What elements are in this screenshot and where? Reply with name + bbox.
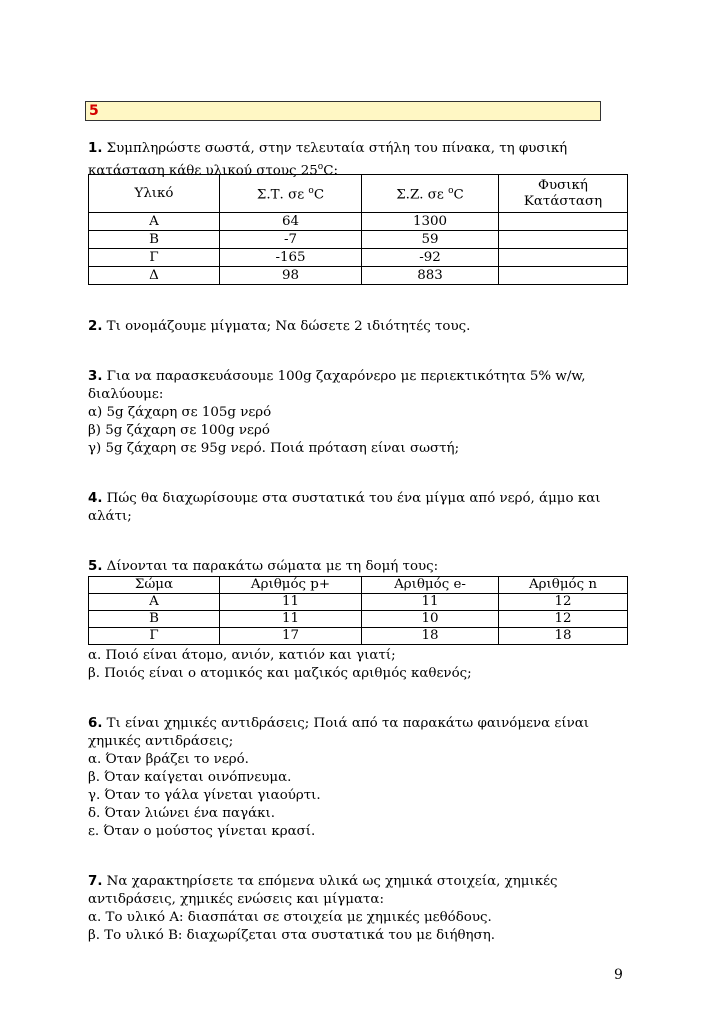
q3-option-c: γ) 5g ζάχαρη σε 95g νερό. Ποιά πρόταση είναι σωστή;	[88, 441, 460, 456]
table-cell: -165	[220, 249, 362, 267]
q7-number: 7.	[88, 874, 103, 889]
section-number: 5	[89, 103, 99, 119]
table-cell: 64	[220, 213, 362, 231]
table-cell: Γ	[89, 249, 220, 267]
q2-number: 2.	[88, 319, 103, 334]
q5-header-body: Σώμα	[89, 577, 220, 594]
q7-item-a: α. Το υλικό Α: διασπάται σε στοιχεία με χημικές μεθόδους.	[88, 910, 492, 925]
q5-line1	[88, 558, 438, 576]
table-row	[89, 249, 628, 267]
table-row	[89, 213, 628, 231]
q4-line1	[88, 490, 601, 508]
q4-text-1: Πώς θα διαχωρίσουμε στα συστατικά του ένα μίγμα από νερό, άμμο και	[102, 491, 601, 506]
table-cell: 18	[362, 628, 499, 645]
table-cell: Β	[89, 611, 220, 628]
q1-header-melting-label: Σ.Τ. σε	[256, 187, 305, 203]
table-cell: 98	[220, 267, 362, 285]
table-cell: 18	[499, 628, 628, 645]
table-cell: 11	[220, 611, 362, 628]
q3-option-b: β) 5g ζάχαρη σε 100g νερό	[88, 423, 270, 438]
q6-line1	[88, 715, 589, 733]
q1-text-2: κατάσταση κάθε υλικού στους 25	[88, 163, 318, 179]
list-item: γ. Όταν το γάλα γίνεται γιαούρτι.	[88, 788, 321, 803]
section-header-box	[85, 101, 601, 121]
table-cell: Β	[89, 231, 220, 249]
q3-option-a: α) 5g ζάχαρη σε 105g νερό	[88, 405, 272, 420]
q1-line1	[88, 140, 567, 158]
table-cell: Δ	[89, 267, 220, 285]
list-item: δ. Όταν λιώνει ένα παγάκι.	[88, 806, 275, 821]
table-cell: 11	[362, 594, 499, 611]
table-cell: -7	[220, 231, 362, 249]
q5-text-1: Δίνονται τα παρακάτω σώματα με τη δομή τους:	[102, 559, 439, 574]
table-cell: 12	[499, 594, 628, 611]
q1-header-material: Υλικό	[89, 175, 220, 213]
table-cell	[499, 249, 628, 267]
q4-number: 4.	[88, 491, 103, 506]
q1-header-boiling-sup: ο	[448, 186, 454, 197]
q1-table-header-row	[89, 175, 628, 213]
q3-text-1: Για να παρασκευάσουμε 100g ζαχαρόνερο με περιεκτικότητα 5% w/w,	[102, 369, 586, 384]
table-cell: 10	[362, 611, 499, 628]
q2-text: Τι ονομάζουμε μίγματα; Να δώσετε 2 ιδιότητές τους.	[102, 319, 471, 334]
q1-text-2-end: C:	[323, 163, 338, 179]
table-cell	[499, 267, 628, 285]
page-number: 9	[614, 967, 623, 983]
q5-header-protons: Αριθμός p+	[220, 577, 362, 594]
q1-header-state	[499, 175, 628, 213]
table-row	[89, 628, 628, 645]
q3-number: 3.	[88, 369, 103, 384]
q5-header-electrons: Αριθμός e-	[362, 577, 499, 594]
q3-line1	[88, 368, 586, 386]
table-cell	[499, 213, 628, 231]
table-cell	[499, 231, 628, 249]
table-cell: 883	[362, 267, 499, 285]
q1-header-boiling-unit: C	[453, 187, 464, 203]
list-item: β. Όταν καίγεται οινόπνευμα.	[88, 770, 292, 785]
q1-table	[88, 174, 628, 285]
q1-header-boiling-label: Σ.Ζ. σε	[396, 187, 444, 203]
table-row	[89, 231, 628, 249]
q1-header-state-2: Κατάσταση	[523, 193, 603, 209]
q5-number: 5.	[88, 559, 103, 574]
q2-line	[88, 318, 470, 336]
q7-item-b: β. Το υλικό Β: διαχωρίζεται στα συστατικά του με διήθηση.	[88, 928, 495, 943]
table-cell: Α	[89, 594, 220, 611]
q7-line1	[88, 873, 558, 891]
table-cell: Γ	[89, 628, 220, 645]
q5-header-neutrons: Αριθμός n	[499, 577, 628, 594]
table-row	[89, 267, 628, 285]
q7-line2: αντιδράσεις, χημικές ενώσεις και μίγματα:	[88, 892, 384, 907]
q4-line2: αλάτι;	[88, 509, 132, 524]
table-cell: 11	[220, 594, 362, 611]
table-cell: 59	[362, 231, 499, 249]
table-cell: 17	[220, 628, 362, 645]
q6-text-1: Τι είναι χημικές αντιδράσεις; Ποιά από τα παρακάτω φαινόμενα είναι	[102, 716, 590, 731]
table-cell: -92	[362, 249, 499, 267]
q1-header-boiling	[362, 175, 499, 213]
q1-header-melting	[220, 175, 362, 213]
list-item: α. Όταν βράζει το νερό.	[88, 752, 249, 767]
q5-table	[88, 576, 628, 645]
list-item: ε. Όταν ο μούστος γίνεται κρασί.	[88, 824, 316, 839]
q1-header-melting-unit: C	[313, 187, 325, 203]
q1-number: 1.	[88, 141, 103, 156]
table-cell: 1300	[362, 213, 499, 231]
table-row	[89, 594, 628, 611]
q5-sub-b: β. Ποιός είναι ο ατομικός και μαζικός αριθμός καθενός;	[88, 666, 472, 681]
q3-line2: διαλύουμε:	[88, 387, 164, 402]
q7-text-1: Να χαρακτηρίσετε τα επόμενα υλικά ως χημικά στοιχεία, χημικές	[102, 874, 558, 889]
q1-header-melting-sup: ο	[308, 186, 314, 197]
q1-degree-sup: ο	[317, 162, 324, 172]
q6-line2: χημικές αντιδράσεις;	[88, 734, 234, 749]
q5-sub-a: α. Ποιό είναι άτομο, ανιόν, κατιόν και γιατί;	[88, 648, 396, 663]
q1-header-state-1: Φυσική	[538, 177, 588, 193]
q6-number: 6.	[88, 716, 103, 731]
q1-text-1: Συμπληρώστε σωστά, στην τελευταία στήλη του πίνακα, τη φυσική	[102, 141, 568, 156]
table-cell: 12	[499, 611, 628, 628]
table-cell: Α	[89, 213, 220, 231]
q5-table-header-row	[89, 577, 628, 594]
table-row	[89, 611, 628, 628]
